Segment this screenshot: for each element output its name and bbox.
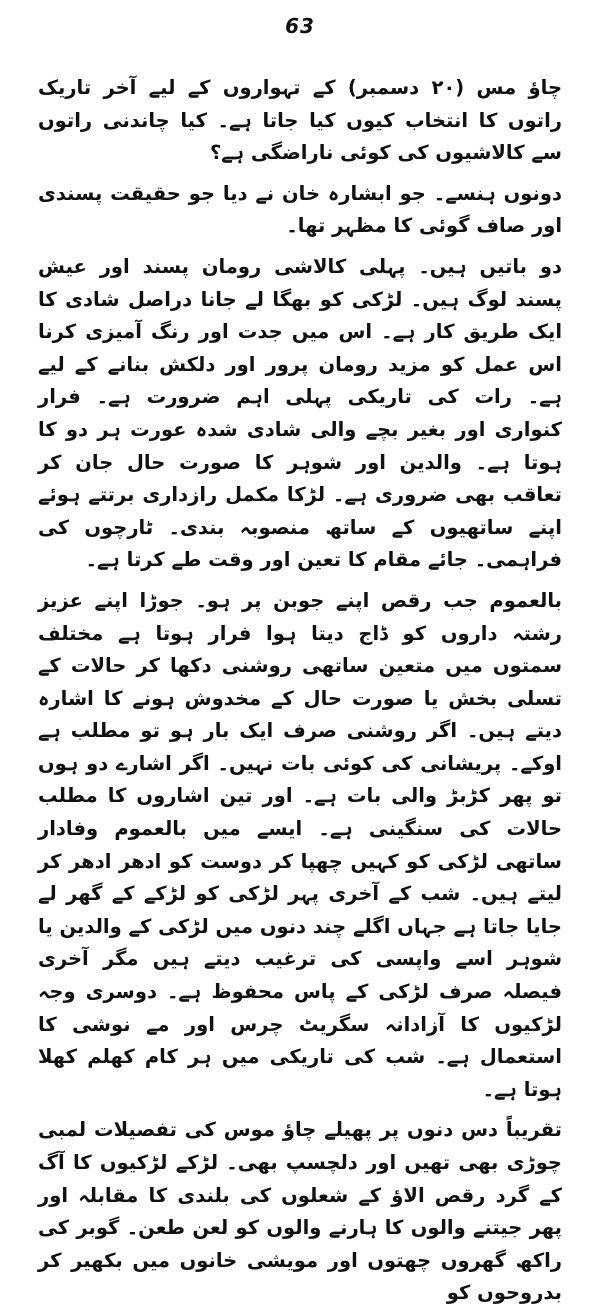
paragraph-question: چاؤ مس (۲۰ دسمبر) کے تہواروں کے لیے آخر تاریک راتوں کا انتخاب کیوں کیا جاتا ہے۔ کیا چاندنی راتوں سے کالاشیوں کی کوئی ناراضگی ہے؟ bbox=[38, 76, 563, 165]
paragraph-festival-details: تقریباً دس دنوں پر پھیلے چاؤ موس کی تفصیلات لمبی چوڑی بھی تھیں اور دلچسپ بھی۔ لڑکے لڑکیوں کا آگ کے گرد رقص الاؤ کے شعلوں کی بلندی کا مقابلہ اور پھر جیتنے والوں کا ہارنے والوں کو لعن طعن۔ گوبر کی راکھ گھروں چھتوں اور مویشی خانوں میں بکھیر کر بدروحوں کو bbox=[38, 1118, 562, 1305]
paragraph-elopement-signals: بالعموم جب رقص اپنے جوبن پر ہو۔ جوڑا اپنے عزیز رشتہ داروں کو ڈاج دیتا ہوا فرار ہوتا ہے مختلف سمتوں میں متعین ساتھی روشنی دکھا کر حالات کے تسلی بخش یا صورت حال کے مخدوش ہونے کا اشارہ دیتے ہیں۔ اگر روشنی صرف ایک بار ہو تو مطلب ہے اوکے۔ پریشانی کی کوئی بات نہیں۔ اگر اشارے دو ہوں تو پھر کڑبڑ والی بات ہے۔ اور تین اشاروں کا مطلب حالات کی سنگینی ہے۔ ایسے میں بالعموم وفادار ساتھی لڑکی کو کہیں چھپا کر دوست کو ادھر ادھر کر لیتے ہیں۔ شب کے آخری پہر لڑکی کو لڑکے کے گھر لے جایا جاتا ہے جہاں اگلے چند دنوں میں لڑکی کے والدین یا شوہر اسے واپسی کی ترغیب دیتے ہیں مگر آخری فیصلہ صرف لڑکی کے پاس محفوظ ہے۔ دوسری وجہ لڑکیوں کا آزادانہ سگریٹ چرس اور مے نوشی کا استعمال ہے۔ شب کی تاریکی میں ہر کام کھلم کھلا ہوتا ہے۔ bbox=[38, 588, 562, 1101]
paragraph-two-reasons: دو باتیں ہیں۔ پہلی کالاشی رومان پسند اور عیش پسند لوگ ہیں۔ لڑکی کو بھگا لے جانا دراصل شادی کا ایک طریق کار ہے۔ اس میں جدت اور رنگ آمیزی کرنا اس عمل کو مزید رومان پرور اور دلکش بنانے کے لیے ہے۔ رات کی تاریکی پہلی اہم ضرورت ہے۔ فرار کنواری اور بغیر بچے والی شادی شدہ عورت ہر دو کا ہوتا ہے۔ والدین اور شوہر کا صورت حال جان کر تعاقب بھی ضروری ہے۔ لڑکا مکمل رازداری برتتے ہوئے اپنے ساتھیوں کے ساتھ منصوبہ بندی۔ ٹارچوں کی فراہمی۔ جائے مقام کا تعین اور وقت طے کرتا ہے۔ bbox=[38, 254, 562, 572]
page-number: 63 bbox=[285, 14, 315, 38]
body-text bbox=[38, 72, 562, 1310]
paragraph-intro-answer: دونوں ہنسے۔ جو ابشارہ خان نے دیا جو حقیقت پسندی اور صاف گوئی کا مظہر تھا۔ bbox=[38, 181, 562, 238]
